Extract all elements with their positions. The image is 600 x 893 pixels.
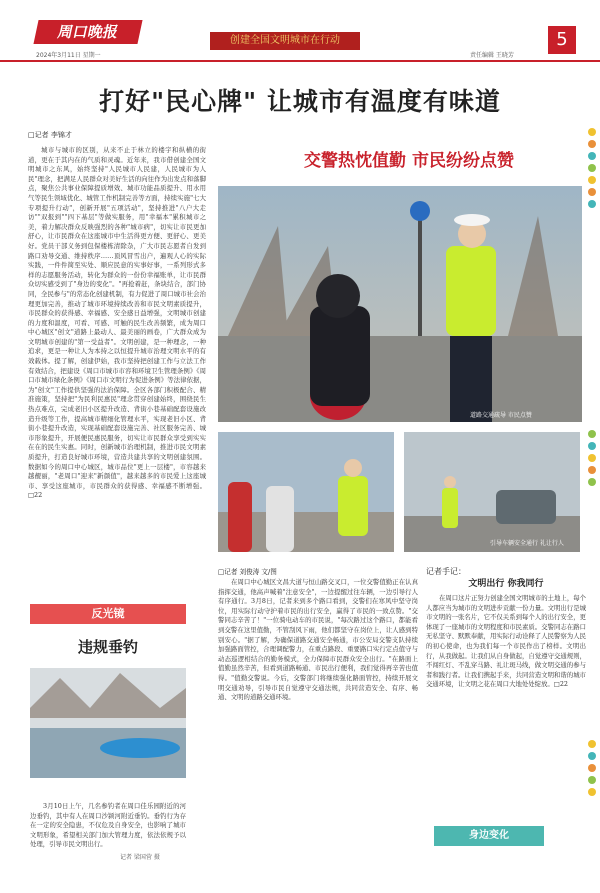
- middle-article-body: 在周口中心城区文昌大道与恒山路交叉口，一位交警值勤正在认真指挥交通，他高声喊着"注意安全"，一边提醒过往车辆，一边引导行人有序通行。3月8日，记者来到多个路口看到，交警们在寒风中坚守岗位，用实际行动守护着市民的出行安全，赢得了市民的一致点赞。"交警同志辛苦了！"一位骑电动车的市民说，"每次路过这个路口，都能看到交警在这里值勤，不管刮风下雨，他们都坚守在岗位上，让人感到特别安心。"据了解，为确保道路交通安全畅通，市公安局交警支队持续加强路面管控，合理调配警力，在重点路段、重要路口实行定点值守与动态巡逻相结合的勤务模式，全力保障市民群众安全出行。"在路面上值勤虽然辛苦，但看到道路畅通、市民出行便利，我们觉得再辛苦也值得。"值勤交警说。今后，交警部门将继续强化路面管控，持续开展文明交通劝导，引导市民自觉遵守交通法规，共同营造安全、有序、畅通、文明的道路交通环境。: [218, 578, 418, 702]
- section-banner: 创建全国文明城市在行动: [210, 32, 360, 50]
- guiding-citizens-scene: [218, 432, 394, 552]
- newspaper-logo: 周口晚报: [33, 20, 142, 44]
- bottom-tag: 身边变化: [434, 826, 544, 846]
- headline: 打好"民心牌" 让城市有温度有味道: [99, 87, 501, 116]
- editor-credit: 责任编辑 王晓芳: [470, 52, 514, 59]
- road-traffic-scene: [404, 432, 580, 552]
- photo-right: [404, 432, 580, 552]
- main-photo-caption: 道路交通疏导 市民点赞: [470, 412, 532, 419]
- riverside-fishing-scene: [30, 668, 186, 778]
- page-number: 5: [548, 26, 576, 54]
- notes-title: 文明出行 你我同行: [468, 579, 544, 589]
- notes-body: 在周口这片正努力创建全国文明城市的土地上，每个人都应当为城市的文明进步贡献一份力量。文明出行是城市文明的一张名片，它不仅关系到每个人的出行安全，更体现了一座城市的文明程度和市民素质。交警同志在路口无私坚守、默默奉献，用实际行动诠释了人民警察为人民的初心使命，也为我们每一个市民作出了榜样。文明出行，从我做起。让我们从自身做起，自觉遵守交通规则，不闯红灯、不乱穿马路、礼让斑马线，做文明交通的参与者和践行者。让我们携起手来，共同营造文明和谐的城市交通环境，让文明之花在周口大地处处绽放。□22: [426, 594, 586, 689]
- subheadline: 交警热忱值勤 市民纷纷点赞: [304, 151, 514, 171]
- sidebar-tag: 反光镜: [30, 604, 186, 624]
- byline: □记者 李锦才: [28, 131, 72, 139]
- middle-byline: □记者 刘俊涛 文/图: [218, 568, 277, 576]
- main-photo: [218, 186, 582, 422]
- fishing-photo: [30, 668, 186, 778]
- sidebar-body: 3月10日上午，几名参钓者在周口佳乐园附近的河边垂钓，其中有人在周口沙颍河附近垂钓。垂钓行为存在一定的安全隐患，不仅危及自身安全，也影响了城市文明形象，希望相关部门加大管理力度，依法依规予以处理，引导市民文明出行。: [30, 802, 186, 849]
- decorative-dots-3: [588, 740, 596, 800]
- notes-label: 记者手记：: [426, 567, 466, 576]
- photo-left: [218, 432, 394, 552]
- photo-right-caption: 引导车辆安全通行 礼让行人: [490, 540, 564, 547]
- decorative-dots-2: [588, 430, 596, 490]
- issue-date: 2024年3月11日 星期一: [36, 52, 101, 59]
- main-article-body: 城市与城市的区别，从来不止于林立的楼宇和纵横的街道，更在于其内在的气质和灵魂。近年来，我市借创建全国文明城市之东风，始终坚持"人民城市人民建，人民城市为人民"理念，把满足人民群众对美好生活的向往作为出发点和落脚点，聚焦公共事业保障提质增效、城市功能品质提升、用水用气等民生领域优化、城管工作机制完善等方面，持续实施"七大专项提升行动"，创新开展"五项活动"，坚持推进"八户大走访""双报到""四下基层"等做实服务，用"幸福本"累积城市之美，着力解决群众反映强烈的各种"城市病"，切实让市民更加舒心，让市民群众在这座城市中生活得更方便、更舒心、更美好。党员干部义务到包保楼栋清除杂，广大市民志愿者自发到路口劝导交通、维持秩序……顶风冒雪出户，遍观人心的实际实践，一件件简至实处、顺应民意的实事好事，一系列形式多样的志愿服务活动，转化为群众的一份份幸福账单，让市民群众切实感受到了"身边的变化"。"再抢着赶，条块结合，部门协同，全民参与"的常态化创建机制，有力促进了周口城市社会治理更加完善，推动了城市环境持续改善和市民文明素质提升，市民群众的获得感、幸福感、安全感日益增强，文明城市创建的力度和温度，可看、可感、可触的民生改善频繁，成为周口中心城区"创文"道路上最动人、最美丽的画卷，广大群众成为文明城市创建的"第一受益者"。文明创建，是一种理念，一种追求，更是一种让人为本持之以恒提升城市治理文明水平的有效载体。提了解，创建伊始，我市坚持把创建工作与立法工作有效结合，把建设《周口市城市市容和环境卫生管理条例》《周口市城市绿化条例》《周口市文明行为促进条例》等法律依据，为"创文"工作提供坚强的法治保障。全区各部门积极配合、精准施策，坚持把"为民利民惠民"理念贯穿创建始终，围绕民生热点难点，完成老旧小区提升改造、背街小巷基础配套设施改造升级等工作，提高城市精细化管理水平，实现老旧小区、背街小巷提升改造，实现基础配套设施完善、社区服务完善、城市形象提升，开展便民惠民服务，切实让市民群众享受到实实在在的民生实惠。同时，创新城市治理机制，推进市民文明素质提升，打造良好城市环境，营造共建共享的文明创建氛围。数据如今的周口中心城区，城市品位"更上一层楼"，市容越来越靓丽，"老周口"迎来"新颜值"，越来越多的市民爱上这座城市、享受这座城市，市民群众的获得感、幸福感不断增强。□22: [28, 146, 206, 500]
- decorative-dots: [588, 128, 596, 212]
- sidebar-credit: 记者 梁国营 摄: [120, 854, 160, 861]
- traffic-police-scene: [218, 186, 582, 422]
- sidebar-title: 违规垂钓: [77, 638, 138, 656]
